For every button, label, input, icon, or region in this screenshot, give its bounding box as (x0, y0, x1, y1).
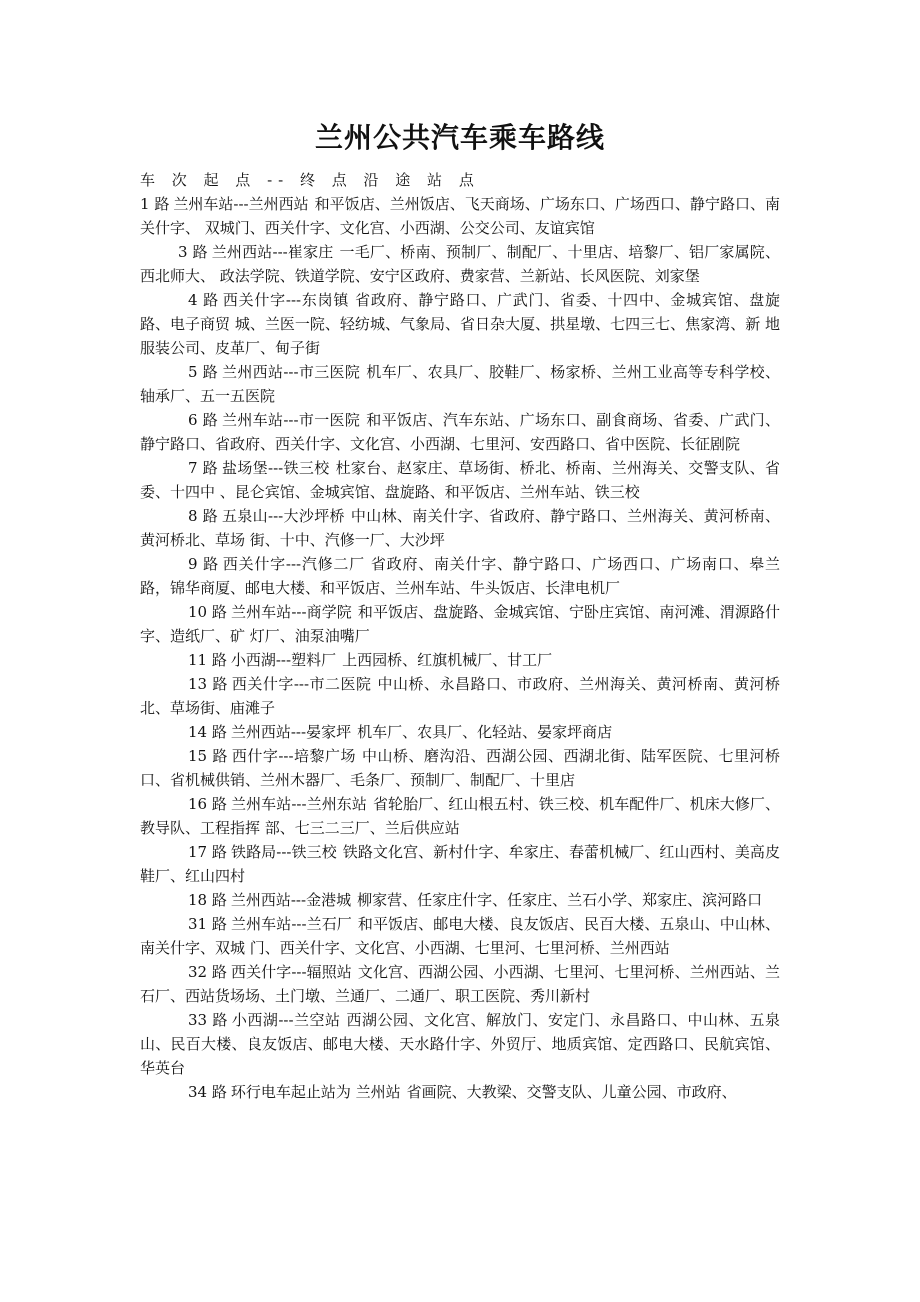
route-number: 11 路 (188, 651, 227, 669)
route-stops: 一毛厂、桥南、预制厂、制配厂、十里店、培黎厂、铝厂家属院、西北师大、 政法学院、铁道学院、安宁区政府、费家营、兰新站、长风医院、刘家堡 (140, 243, 780, 285)
route-endpoints: 兰州西站---金港城 (230, 891, 352, 909)
route-endpoints: 西关什字---辐照站 (231, 963, 352, 981)
route-entry (140, 960, 780, 1008)
route-entry (140, 912, 780, 960)
route-endpoints: 西关什字---汽修二厂 (222, 555, 365, 573)
route-number: 7 路 (188, 459, 218, 477)
route-number: 9 路 (188, 555, 219, 573)
route-entry (140, 408, 780, 456)
route-list (140, 192, 780, 1104)
route-number: 15 路 (188, 747, 228, 765)
route-entry (140, 672, 780, 720)
route-endpoints: 兰州车站---市一医院 (222, 411, 361, 429)
route-entry (140, 792, 780, 840)
route-stops: 和平饭店、兰州饭店、飞天商场、广场东口、广场西口、静宁路口、南关什字、 双城门、西关什字、文化宫、小西湖、公交公司、友谊宾馆 (140, 195, 780, 237)
route-stops: 上西园桥、红旗机械厂、甘工厂 (342, 651, 553, 669)
route-number: 1 路 (140, 195, 170, 213)
route-endpoints: 环行电车起止站为 兰州站 (230, 1083, 401, 1101)
route-entry (140, 1080, 780, 1104)
route-number: 6 路 (188, 411, 218, 429)
page-title: 兰州公共汽车乘车路线 (314, 121, 605, 154)
route-number: 5 路 (188, 363, 218, 381)
route-entry (140, 504, 780, 552)
route-stops: 中山林、南关什字、省政府、静宁路口、兰州海关、黄河桥南、黄河桥北、草场 街、十中、汽修一厂、大沙坪 (140, 507, 780, 549)
route-endpoints: 兰州车站---兰石厂 (231, 915, 352, 933)
route-stops: 中山桥、磨沟沿、西湖公园、西湖北街、陆军医院、七里河桥口、省机械供销、兰州木器厂、毛条厂、预制厂、制配厂、十里店 (140, 747, 780, 789)
table-header-line: 车 次 起 点 -- 终 点 沿 途 站 点 (140, 171, 480, 189)
route-entry (140, 840, 780, 888)
route-endpoints: 小西湖---塑料厂 (230, 651, 337, 669)
route-number: 13 路 (188, 675, 228, 693)
route-number: 10 路 (188, 603, 228, 621)
route-stops: 省画院、大教梁、交警支队、儿童公园、市政府、 (406, 1083, 737, 1101)
route-entry (140, 600, 780, 648)
route-entry (140, 360, 780, 408)
route-endpoints: 西关什字---市二医院 (231, 675, 372, 693)
route-stops: 铁路文化宫、新村什字、牟家庄、春蕾机械厂、红山西村、美高皮鞋厂、红山四村 (140, 843, 780, 885)
route-endpoints: 兰州西站---市三医院 (222, 363, 361, 381)
route-entry (140, 552, 780, 600)
route-entry (140, 1008, 780, 1080)
route-endpoints: 兰州西站---晏家坪 (230, 723, 352, 741)
route-endpoints: 西关什字---东岗镇 (222, 291, 350, 309)
route-endpoints: 兰州西站---崔家庄 (211, 243, 334, 261)
route-number: 4 路 (188, 291, 219, 309)
route-endpoints: 西什字---培黎广场 (231, 747, 357, 765)
route-endpoints: 兰州车站---商学院 (231, 603, 352, 621)
route-number: 32 路 (188, 963, 228, 981)
route-stops: 和平饭店、汽车东站、广场东口、副食商场、省委、广武门、静宁路口、省政府、西关什字、文化宫、小西湖、七里河、安西路口、省中医院、长征剧院 (140, 411, 781, 453)
route-stops: 文化宫、西湖公园、小西湖、七里河、七里河桥、兰州西站、兰石厂、西站货场场、土门墩、兰通厂、二通厂、职工医院、秀川新村 (140, 963, 780, 1005)
route-entry (140, 456, 780, 504)
route-stops: 机车厂、农具厂、胶鞋厂、杨家桥、兰州工业高等专科学校、轴承厂、五一五医院 (140, 363, 781, 405)
route-number: 31 路 (188, 915, 228, 933)
route-stops: 杜家台、赵家庄、草场街、桥北、桥南、兰州海关、交警支队、省委、十四中 、昆仑宾馆、金城宾馆、盘旋路、和平饭店、兰州车站、铁三校 (140, 459, 780, 501)
route-stops: 省政府、南关什字、静宁路口、广场西口、广场南口、皋兰路，锦华商厦、邮电大楼、和平饭店、兰州车站、牛头饭店、长津电机厂 (140, 555, 780, 597)
route-entry (140, 288, 780, 360)
route-stops: 中山桥、永昌路口、市政府、兰州海关、黄河桥南、黄河桥北、草场街、庙滩子 (140, 675, 780, 717)
route-endpoints: 五泉山---大沙坪桥 (222, 507, 345, 525)
route-number: 34 路 (188, 1083, 227, 1101)
route-stops: 和平饭店、盘旋路、金城宾馆、宁卧庄宾馆、南河滩、渭源路什字、造纸厂、矿 灯厂、油泵油嘴厂 (140, 603, 780, 645)
route-entry (140, 888, 780, 912)
route-stops: 柳家营、任家庄什字、任家庄、兰石小学、郑家庄、滨河路口 (357, 891, 763, 909)
route-entry (140, 240, 780, 288)
route-number: 17 路 (188, 843, 228, 861)
route-number: 3 路 (178, 243, 208, 261)
route-number: 18 路 (188, 891, 227, 909)
route-endpoints: 小西湖---兰空站 (231, 1011, 341, 1029)
route-stops: 机车厂、农具厂、化轻站、晏家坪商店 (357, 723, 613, 741)
route-endpoints: 兰州车站---兰州西站 (173, 195, 309, 213)
route-stops: 省政府、静宁路口、广武门、省委、十四中、金城宾馆、盘旋路、电子商贸 城、兰医一院、轻纺城、气象局、省日杂大厦、拱星墩、七四三七、焦家湾、新 地服装公司、皮革厂、甸子街 (140, 291, 780, 357)
route-endpoints: 铁路局---铁三校 (231, 843, 337, 861)
route-entry (140, 720, 780, 744)
route-number: 14 路 (188, 723, 227, 741)
route-number: 16 路 (188, 795, 228, 813)
route-entry (140, 192, 780, 240)
route-endpoints: 兰州车站---兰州东站 (231, 795, 367, 813)
route-number: 33 路 (188, 1011, 228, 1029)
route-stops: 省轮胎厂、红山根五村、铁三校、机车配件厂、机床大修厂、教导队、工程指挥 部、七三二三厂、兰后供应站 (140, 795, 780, 837)
route-stops: 和平饭店、邮电大楼、良友饭店、民百大楼、五泉山、中山林、南关什字、双城 门、西关什字、文化宫、小西湖、七里河、七里河桥、兰州西站 (140, 915, 780, 957)
route-endpoints: 盐场堡---铁三校 (222, 459, 330, 477)
route-entry (140, 648, 780, 672)
route-entry (140, 744, 780, 792)
route-number: 8 路 (188, 507, 218, 525)
route-stops: 西湖公园、文化宫、解放门、安定门、永昌路口、中山林、五泉山、民百大楼、良友饭店、邮电大楼、天水路什字、外贸厅、地质宾馆、定西路口、民航宾馆、 华英台 (140, 1011, 780, 1077)
